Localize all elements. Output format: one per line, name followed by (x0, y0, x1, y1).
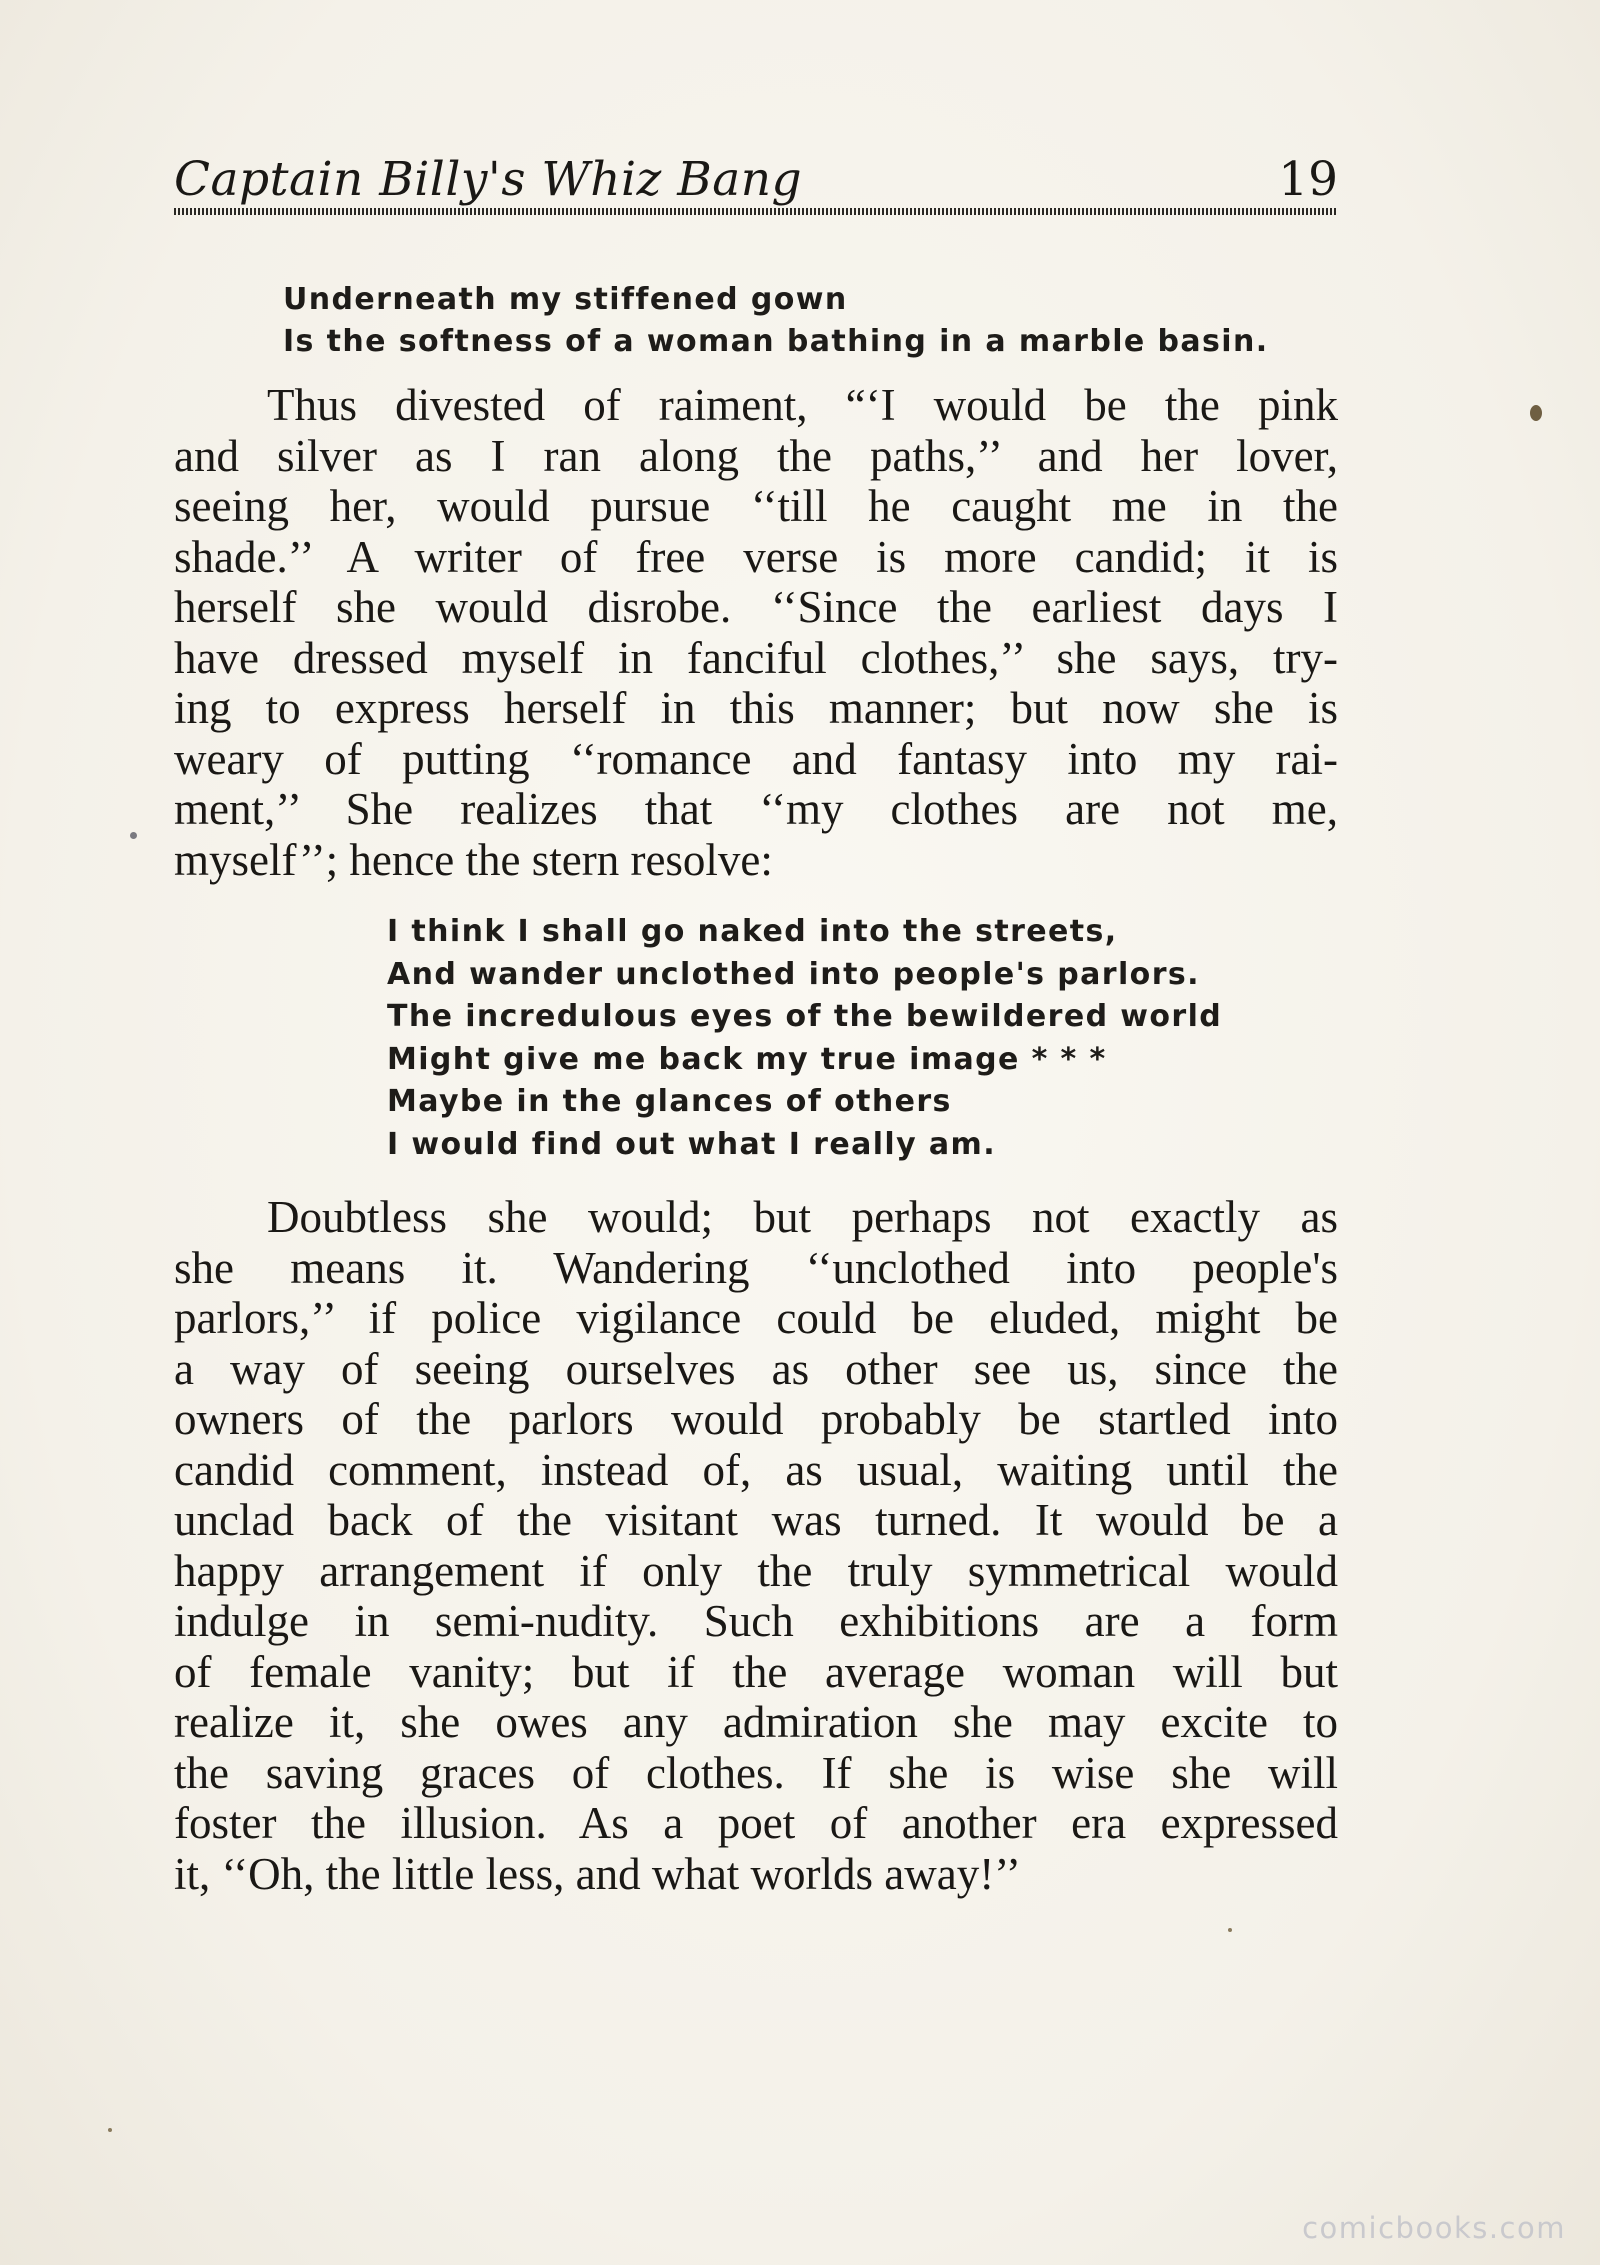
paragraph-line: owners of the parlors would probably be startled into (174, 1394, 1338, 1444)
paragraph-line: the saving graces of clothes. If she is wise she will (174, 1747, 1338, 1798)
paragraph-line: foster the illusion. As a poet of another era expressed (174, 1798, 1338, 1848)
paragraph-line: she means it. Wandering ‘‘unclothed into people's (174, 1242, 1338, 1293)
verse-quote-two (387, 911, 1222, 1166)
paragraph-line: herself she would disrobe. ‘‘Since the earliest days I (174, 582, 1338, 632)
verse-line: Underneath my stiffened gown (283, 282, 848, 317)
paragraph-line: candid comment, instead of, as usual, waiting until the (174, 1444, 1338, 1495)
verse-line: Is the softness of a woman bathing in a marble basin. (283, 324, 1269, 359)
page-number: 19 (1278, 152, 1338, 207)
paragraph-line: have dressed myself in fanciful clothes,’’ she says, try- (174, 632, 1338, 683)
paragraph-line: of female vanity; but if the average woman will but (174, 1646, 1338, 1697)
paragraph-line: a way of seeing ourselves as other see us, since the (174, 1343, 1338, 1394)
verse-line: I would find out what I really am. (387, 1126, 997, 1162)
verse-quote-one (283, 279, 1269, 363)
paragraph-line: and silver as I ran along the paths,’’ and her lover, (174, 430, 1338, 481)
verse-line: And wander unclothed into people's parlors. (387, 956, 1200, 992)
paragraph-line: it, ‘‘Oh, the little less, and what worlds away!’’ (174, 1848, 1021, 1899)
paragraph-line: seeing her, would pursue ‘‘till he caught me in the (174, 481, 1338, 531)
verse-line: Might give me back my true image * * * (387, 1041, 1107, 1077)
paragraph-line: ing to express herself in this manner; but now she is (174, 683, 1338, 733)
paper-speck (1228, 1928, 1232, 1932)
paragraph-line: Thus divested of raiment, “‘I would be the pink (267, 380, 1338, 430)
paragraph-line: parlors,’’ if police vigilance could be eluded, might be (174, 1293, 1338, 1343)
paragraph-line: shade.’’ A writer of free verse is more candid; it is (174, 531, 1338, 582)
verse-line: Maybe in the glances of others (387, 1084, 952, 1119)
paragraph-line: unclad back of the visitant was turned. It would be a (174, 1495, 1338, 1545)
paragraph-line: Doubtless she would; but perhaps not exactly as (267, 1192, 1338, 1242)
header-rule (174, 208, 1338, 215)
paragraph-line: ment,’’ She realizes that ‘‘my clothes are not me, (174, 784, 1338, 834)
page-header (174, 150, 1338, 210)
paragraph-one (174, 380, 1338, 885)
paper-speck (1530, 405, 1542, 421)
paragraph-line: myself’’; hence the stern resolve: (174, 834, 773, 885)
verse-line: I think I shall go naked into the streets, (387, 914, 1118, 949)
paragraph-line: weary of putting ‘‘romance and fantasy into my rai- (174, 733, 1338, 784)
verse-line: The incredulous eyes of the bewildered world (387, 999, 1223, 1034)
paragraph-line: indulge in semi-nudity. Such exhibitions are a form (174, 1596, 1338, 1646)
running-title: Captain Billy's Whiz Bang (174, 152, 803, 207)
paragraph-line: realize it, she owes any admiration she may excite to (174, 1697, 1338, 1747)
paper-speck (108, 2128, 112, 2132)
paper-speck (130, 832, 137, 839)
paragraph-two (174, 1192, 1338, 1899)
watermark: comicbooks.com (1302, 2211, 1566, 2245)
paragraph-line: happy arrangement if only the truly symmetrical would (174, 1545, 1338, 1596)
